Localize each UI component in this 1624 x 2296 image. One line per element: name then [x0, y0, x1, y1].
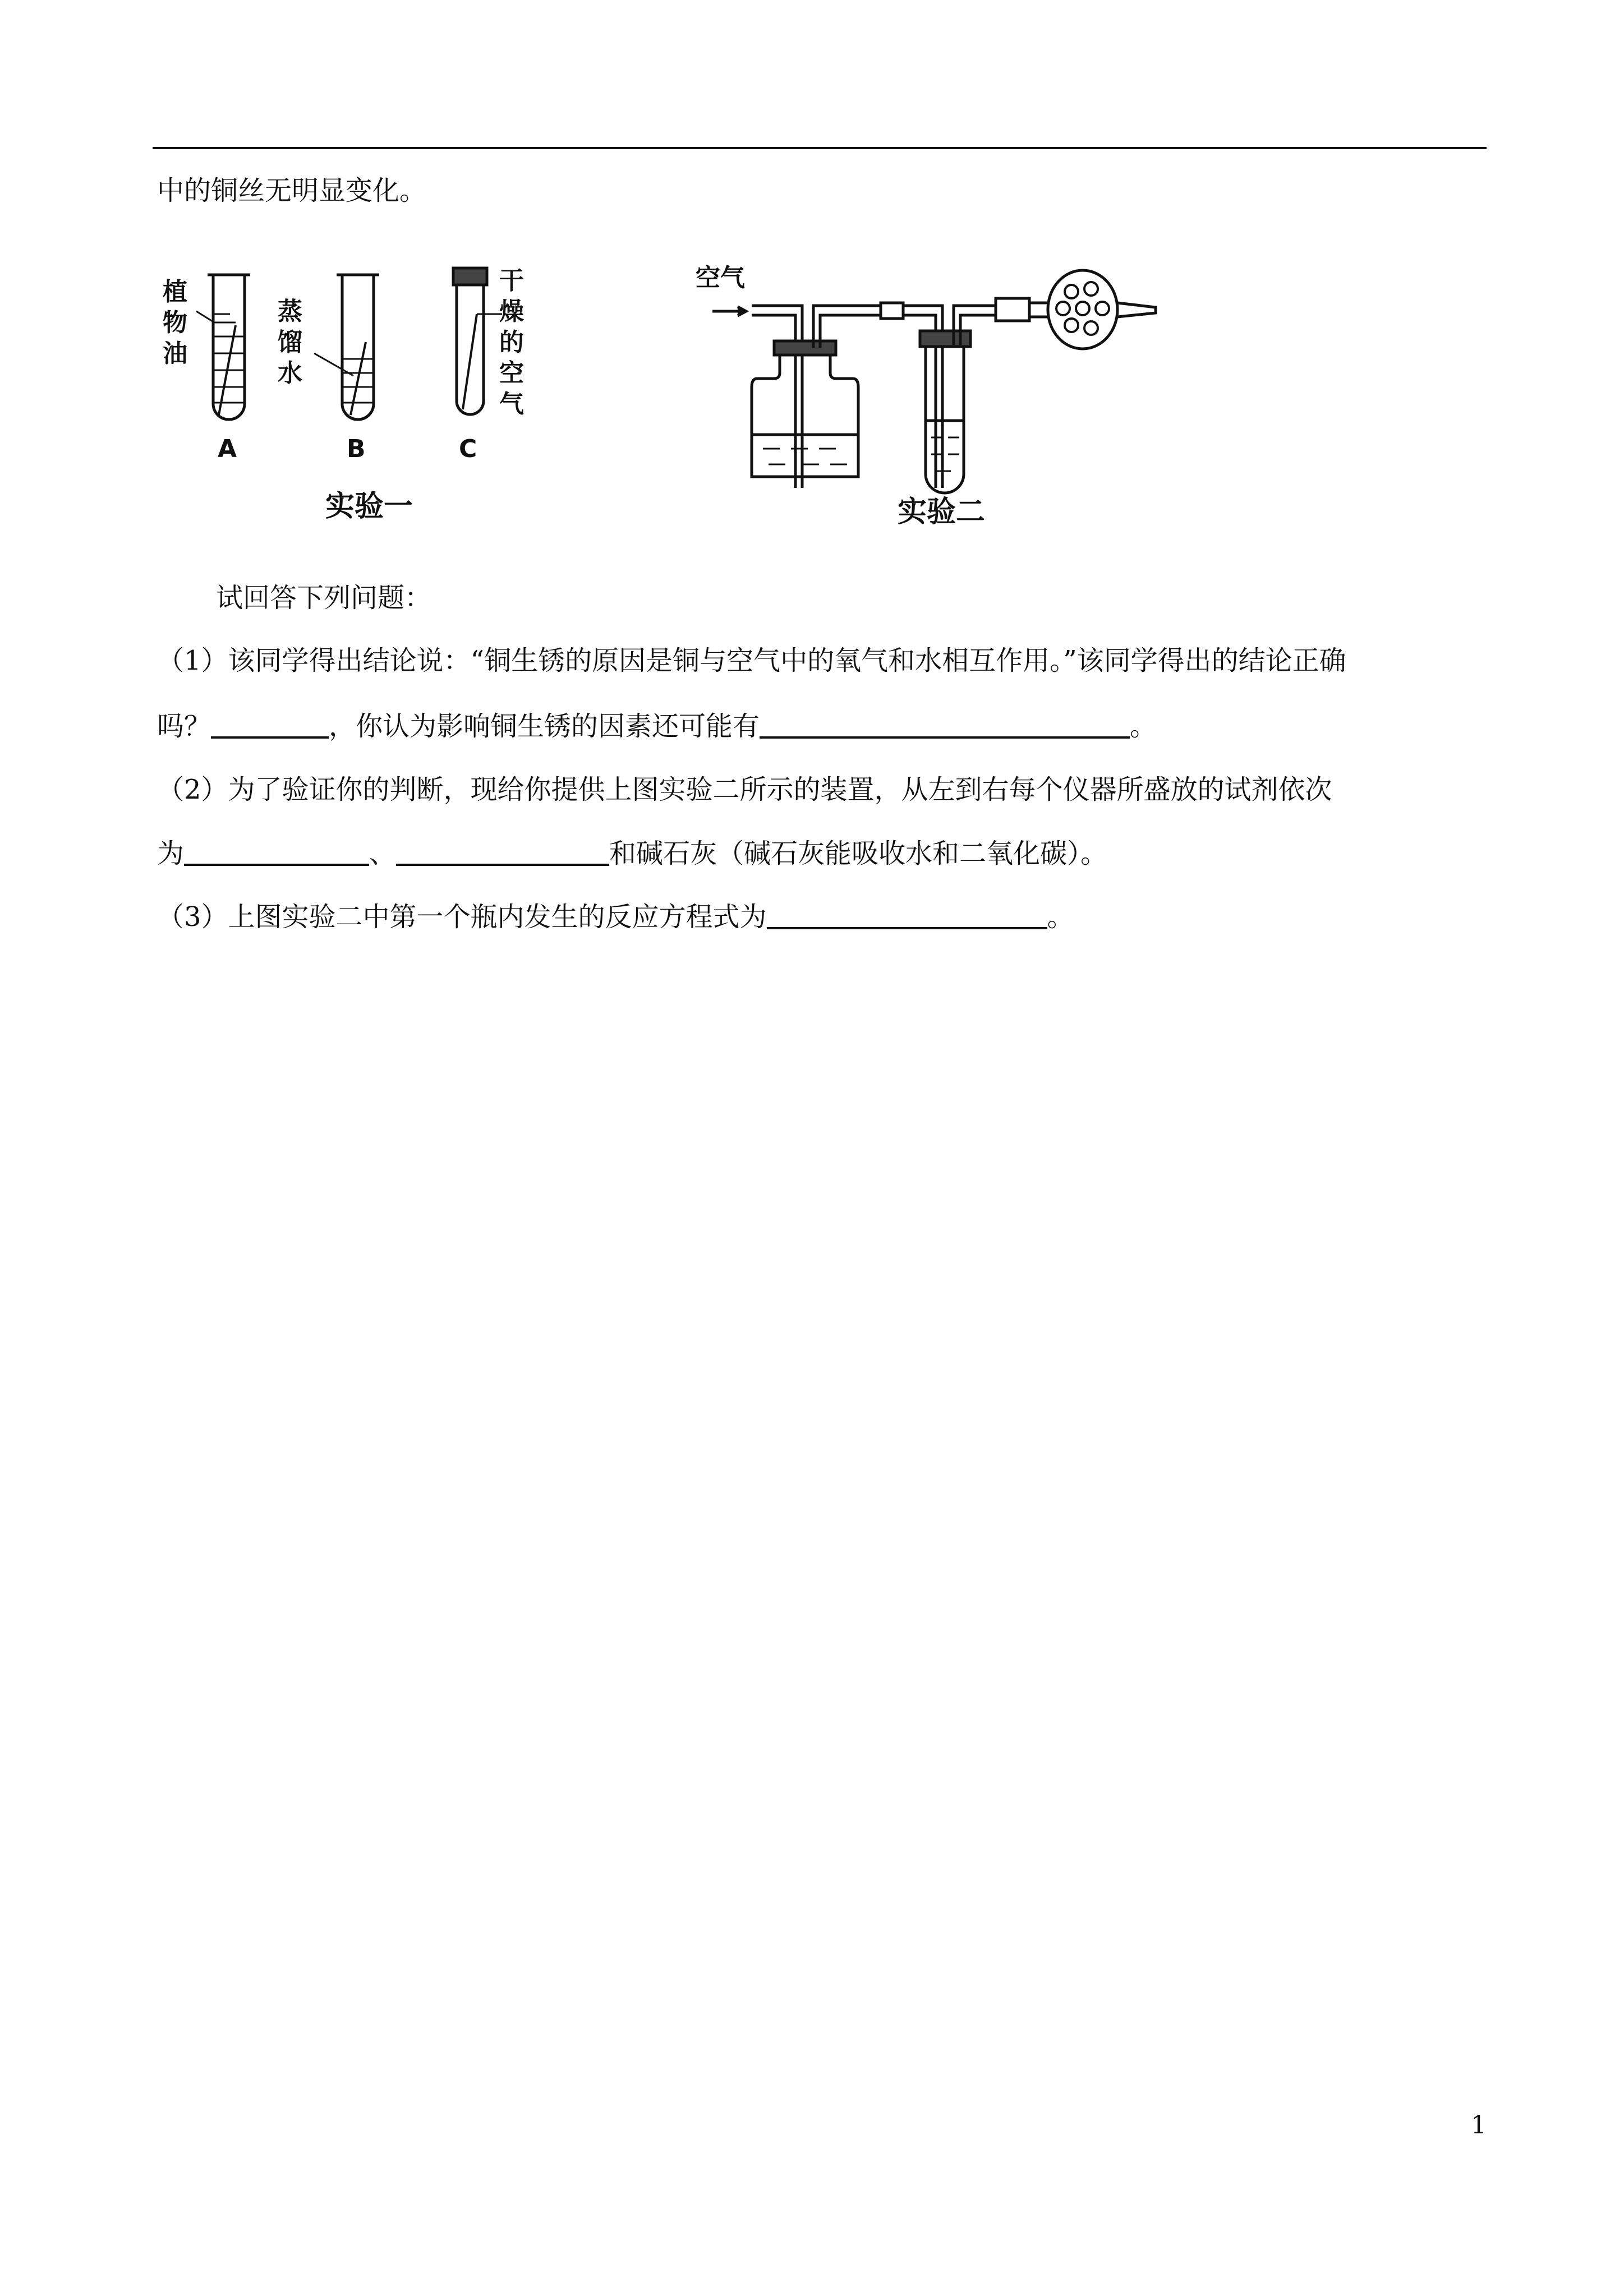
experiment-two-figure	[690, 252, 1195, 544]
experiment-two-caption: 实验二	[898, 495, 986, 529]
gas-washing-bottle	[752, 351, 858, 477]
label-dry-air-2: 燥	[499, 297, 524, 326]
drying-tube-stopper	[996, 298, 1029, 321]
q2-text-a: 为	[157, 838, 185, 869]
experiment-one-caption: 实验一	[325, 490, 413, 523]
test-tube-a	[213, 275, 245, 419]
test-tube-b	[342, 275, 374, 419]
label-oil-3: 油	[163, 339, 187, 368]
label-dry-air-1: 干	[499, 266, 524, 295]
q2-line1: （2）为了验证你的判断，现给你提供上图实验二所示的装置，从左到右每个仪器所盛放的试剂依次	[157, 774, 1332, 805]
label-oil-1: 植	[163, 278, 187, 306]
stopper-c	[453, 268, 487, 285]
label-water-3: 水	[278, 359, 302, 388]
q1-blank-correct[interactable]	[211, 712, 329, 739]
label-dry-air-3: 的	[499, 328, 524, 357]
q3-line	[157, 900, 1074, 934]
q2-text-b: 、	[369, 838, 397, 869]
q3-text-a: （3）上图实验二中第一个瓶内发生的反应方程式为	[157, 901, 767, 933]
tube-label-c: C	[459, 435, 477, 463]
air-label: 空气	[696, 264, 745, 292]
test-tube-c	[457, 285, 484, 414]
q1-line2	[157, 709, 1157, 743]
label-water-2: 馏	[278, 328, 302, 357]
tube-label-b: B	[347, 435, 366, 463]
tube-label-a: A	[218, 435, 237, 463]
bottle-stopper	[774, 341, 836, 355]
q1-blank-factor[interactable]	[760, 712, 1130, 739]
q3-text-b: 。	[1047, 901, 1074, 933]
q1-text-a: 吗？	[157, 711, 211, 742]
label-water-1: 蒸	[278, 297, 302, 326]
header-rule	[153, 147, 1487, 149]
soda-lime-bulb	[1048, 270, 1117, 349]
page-number: 1	[1471, 2111, 1487, 2140]
q2-text-c: 和碱石灰（碱石灰能吸收水和二氧化碳）。	[609, 838, 1108, 869]
q2-blank-reagent2[interactable]	[396, 839, 609, 866]
q1-line1: （1）该同学得出结论说：“铜生锈的原因是铜与空气中的氧气和水相互作用。”该同学得出的结论正确	[157, 645, 1346, 676]
q3-blank-equation[interactable]	[767, 902, 1047, 929]
rubber-connector	[881, 303, 903, 319]
label-oil-2: 物	[163, 308, 187, 337]
experiment-one-figure	[163, 258, 555, 538]
test-tube-stopper	[920, 331, 970, 347]
intro-line: 中的铜丝无明显变化。	[157, 175, 427, 206]
question-intro: 试回答下列问题：	[216, 582, 432, 614]
q1-text-c: 。	[1130, 711, 1157, 742]
q1-text-b: ，你认为影响铜生锈的因素还可能有	[329, 711, 760, 742]
q2-line2	[157, 837, 1107, 870]
label-dry-air-5: 气	[499, 390, 524, 418]
q2-blank-reagent1[interactable]	[184, 839, 369, 866]
label-dry-air-4: 空	[499, 359, 524, 388]
